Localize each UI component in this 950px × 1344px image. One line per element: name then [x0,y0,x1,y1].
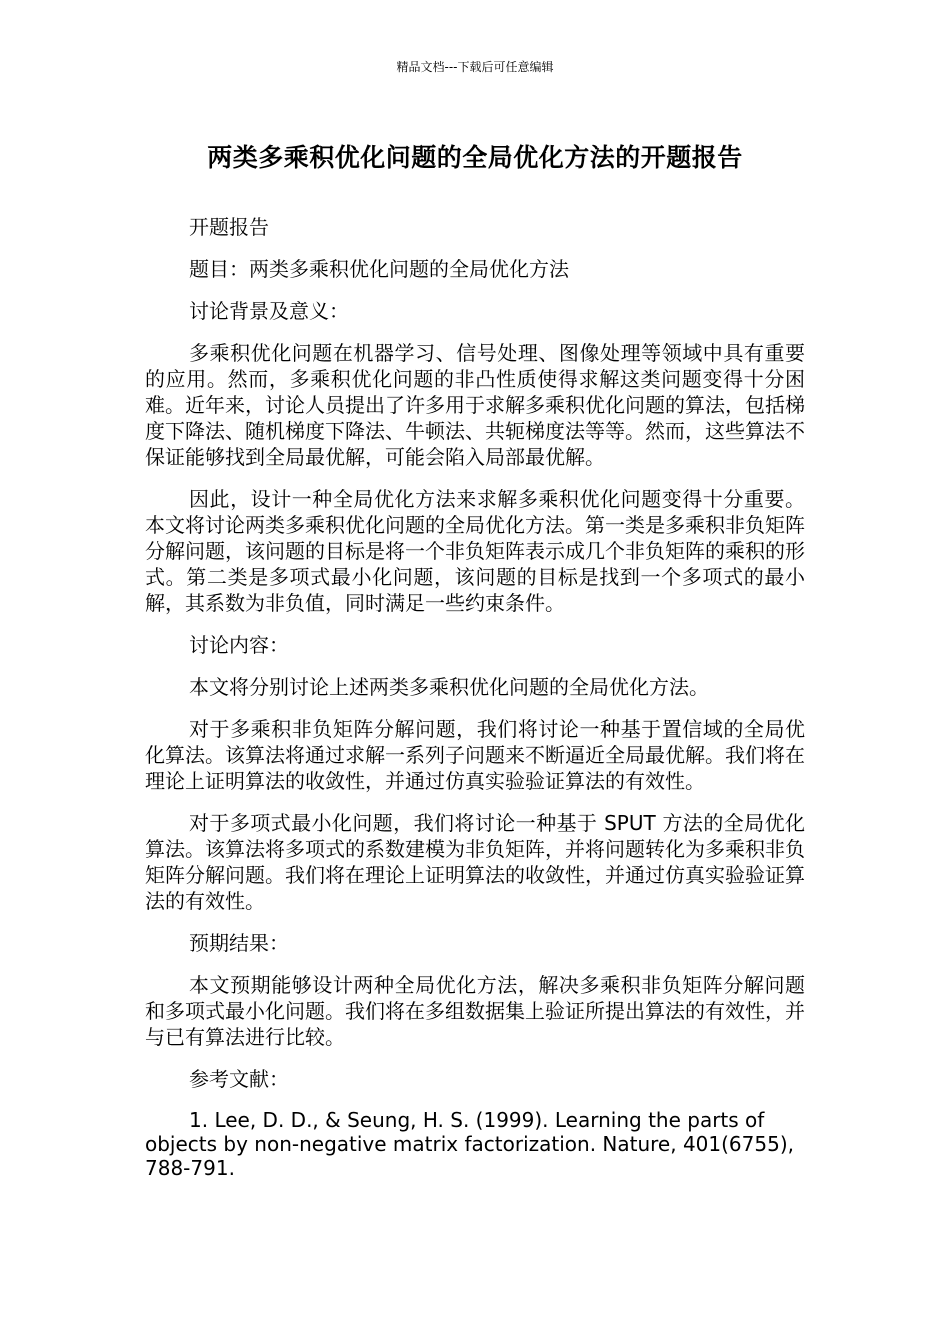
document-body [145,214,805,1180]
document-title: 两类多乘积优化问题的全局优化方法的开题报告 [207,143,743,172]
background-heading: 讨论背景及意义： [189,299,349,323]
content-heading: 讨论内容： [189,633,289,657]
results-paragraph-1: 本文预期能够设计两种全局优化方法，解决多乘积非负矩阵分解问题和多项式最小化问题。我们将在多组数据集上验证所提出算法的有效性，并与已有算法进行比较。 [145,973,805,1049]
topic-line: 题目：两类多乘积优化问题的全局优化方法 [189,257,569,281]
report-label: 开题报告 [189,215,269,239]
content-paragraph-2: 对于多乘积非负矩阵分解问题，我们将讨论一种基于置信域的全局优化算法。该算法将通过求解一系列子问题来不断逼近全局最优解。我们将在理论上证明算法的收敛性，并通过仿真实验验证算法的有效性。 [145,717,805,793]
content-paragraph-1: 本文将分别讨论上述两类多乘积优化问题的全局优化方法。 [189,675,709,699]
results-heading: 预期结果： [189,931,289,955]
page-header-note: 精品文档---下载后可任意编辑 [396,60,554,74]
background-paragraph-1: 多乘积优化问题在机器学习、信号处理、图像处理等领域中具有重要的应用。然而，多乘积优化问题的非凸性质使得求解这类问题变得十分困难。近年来，讨论人员提出了许多用于求解多乘积优化问题的算法，包括梯度下降法、随机梯度下降法、牛顿法、共轭梯度法等等。然而，这些算法不保证能够找到全局最优解，可能会陷入局部最优解。 [145,341,805,469]
background-paragraph-2: 因此，设计一种全局优化方法来求解多乘积优化问题变得十分重要。本文将讨论两类多乘积优化问题的全局优化方法。第一类是多乘积非负矩阵分解问题，该问题的目标是将一个非负矩阵表示成几个非负矩阵的乘积的形式。第二类是多项式最小化问题，该问题的目标是找到一个多项式的最小解，其系数为非负值，同时满足一些约束条件。 [145,487,805,615]
references-heading: 参考文献： [189,1067,289,1091]
reference-item-1: 1. Lee, D. D., & Seung, H. S. (1999). Learning the parts of objects by non-negative matrix factorization. Nature, 401(6755), 788-791. [145,1108,794,1180]
content-paragraph-3: 对于多项式最小化问题，我们将讨论一种基于 SPUT 方法的全局优化算法。该算法将多项式的系数建模为非负矩阵，并将问题转化为多乘积非负矩阵分解问题。我们将在理论上证明算法的收敛性，并通过仿真实验验证算法的有效性。 [145,811,805,913]
